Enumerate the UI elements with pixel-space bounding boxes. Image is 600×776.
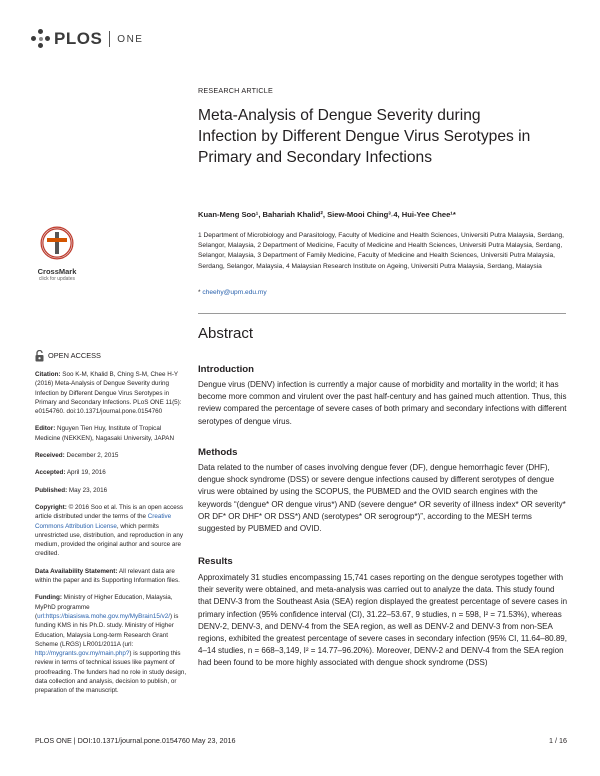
copyright-label: Copyright: <box>35 503 67 511</box>
affiliations: 1 Department of Microbiology and Parasitology, Faculty of Medicine and Health Sciences, Universiti Putra Malaysia, Serdang, Selangor, Malaysia, 2 Department of Medicine, Faculty of Medicine and Health Sciences, Universiti Putra Malaysia, Serdang, Selangor, Malaysia, 3 Department of Family Medicine, Faculty of Medicine and Health Sciences, Universiti Putra Malaysia, Serdang, Selangor, Malaysia, 4 Malaysian Research Institute on Ageing, Universiti Putra Malaysia, Serdang, Malaysia <box>198 232 565 270</box>
published-date: May 23, 2016 <box>67 486 108 494</box>
journal-logo[interactable] <box>31 28 143 50</box>
crossmark-sub: click for updates <box>38 276 76 282</box>
copyright-block <box>35 503 187 559</box>
crossmark-badge[interactable] <box>34 226 80 282</box>
citation-text: Soo K-M, Khalid B, Ching S-M, Chee H-Y (2016) Meta-Analysis of Dengue Severity during Infection by Different Dengue Virus Serotypes in Primary and Secondary Infections. PLoS ONE 11(5): e0154760. doi:10.1371/journal.pone.0154760 <box>35 371 182 416</box>
funding-link-2[interactable]: http://mygrants.gov.my/main.php? <box>35 650 130 658</box>
methods-text <box>198 462 568 535</box>
license-link[interactable]: Creative Commons Attribution License <box>35 513 172 530</box>
editor-label: Editor: <box>35 425 56 433</box>
open-access-label: OPEN ACCESS <box>48 351 101 361</box>
copyright-text-1: © 2016 Soo et al. This is an open access article distributed under the terms of the <box>35 503 184 521</box>
funding-text-1: Ministry of Higher Education, Malaysia, MyPhD programme ( <box>35 594 173 620</box>
published-label: Published: <box>35 486 68 494</box>
footer-citation: PLOS ONE | DOI:10.1371/journal.pone.0154760 May 23, 2016 <box>35 736 236 745</box>
article-title: Meta-Analysis of Dengue Severity during Infection by Different Dengue Virus Serotypes in Primary and Secondary Infections <box>198 107 531 166</box>
received-block <box>35 451 187 460</box>
published-block <box>35 486 187 495</box>
copyright-text-2: , which permits unrestricted use, distribution, and reproduction in any medium, provided the original author and source are credited. <box>35 522 184 558</box>
email-link[interactable]: cheehy@upm.edu.my <box>202 289 267 296</box>
corresponding-email <box>198 289 267 296</box>
journal-brand: PLOS <box>54 29 103 48</box>
funding-block <box>35 593 187 695</box>
open-access-badge <box>35 350 187 362</box>
received-date: December 2, 2015 <box>64 452 119 460</box>
introduction-text <box>198 379 568 428</box>
article-type: RESEARCH ARTICLE <box>198 86 273 95</box>
crossmark-label: CrossMark <box>37 267 77 276</box>
editor-block <box>35 424 187 443</box>
results-paragraph: Approximately 31 studies encompassing 15,741 cases reporting on the dengue serotypes together with their severity were obtained, and meta-analysis was carried out to analyze the data. This study found that DENV-3 from the Southeast Asia (SEA) region displayed the greatest percentage of severe cases in primary infection (95% confidence interval (CI), 31.22–53.67, 9 studies, n = 598, I² = 71.53%), whereas DENV-2, DENV-3, and DENV-4 from the SEA region, as well as DENV-2 and DENV-3 from non-SEA regions, exhibited the greatest percentage of severe cases in secondary infection (95% CI, 11.64–80.89, 4–14 studies, n = 668–3,149, I² = 14.77–96.20%). Moreover, DENV-2 and DENV-4 from the SEA region had been found to be more highly associated with dengue shock syndrome (DSS) <box>198 573 568 668</box>
received-label: Received: <box>35 452 65 460</box>
funding-text-2: ) is funding KMS in his Ph.D. study. Ministry of Higher Education, Malaysia Long-term Research Grant Scheme (LRGS) LR001/2011A (url: <box>35 612 179 648</box>
methods-heading: Methods <box>198 447 238 458</box>
accepted-label: Accepted: <box>35 469 66 477</box>
funding-link-1[interactable]: url:https://biasiswa.mohe.gov.my/MyBrain15/v2/ <box>37 612 170 620</box>
author-list: Kuan-Meng Soo¹, Bahariah Khalid², Siew-Mooi Ching³˒4, Hui-Yee Chee¹* <box>198 210 456 219</box>
journal-name: ONE <box>117 33 144 45</box>
methods-paragraph: Data related to the number of cases involving dengue fever (DF), dengue hemorrhagic fever (DHF), dengue shock syndrome (DSS) or severe dengue infections caused by different serotypes of dengue virus were obtained by using the SCOPUS, the PUBMED and the OVID search engines with the keywords “(dengue* OR dengue virus*) AND (severe dengue* OR severity of illness index* OR severity* OR DF* OR DHF* OR DSS*) AND (serotypes* OR serogroup*)”, according to the MESH terms suggested by PUBMED and OVID. <box>198 463 566 534</box>
page-number: 1 / 16 <box>549 736 567 745</box>
logo-divider <box>109 31 110 47</box>
open-access-lock-icon <box>35 350 44 362</box>
editor-text: Nguyen Tien Huy, Institute of Tropical Medicine (NEKKEN), Nagasaki University, JAPAN <box>35 425 175 442</box>
data-availability-text: All relevant data are within the paper and its Supporting Information files. <box>35 567 180 585</box>
article-sidebar <box>35 350 187 704</box>
data-availability-block <box>35 567 187 586</box>
funding-text-3: ) is supporting this review in terms of technical issues like payment of proofreading. The funders had no role in study design, data collection and analysis, decision to publish, or preparation of the manuscript. <box>35 650 187 695</box>
results-text <box>198 572 568 670</box>
introduction-paragraph: Dengue virus (DENV) infection is currently a major cause of morbidity and mortality in the world; it has become more common and virulent over the past half-century and has gained much attention. Thus, this review compared the percentage of severe cases of both primary and secondary infections with different serotypes of dengue virus. <box>198 380 567 426</box>
plos-dots-icon <box>31 29 51 49</box>
abstract-heading: Abstract <box>198 325 254 342</box>
email-prefix: * <box>198 289 203 296</box>
introduction-heading: Introduction <box>198 364 254 375</box>
data-availability-label: Data Availability Statement: <box>35 567 118 575</box>
page-footer <box>35 736 567 745</box>
accepted-block <box>35 468 187 477</box>
funding-label: Funding: <box>35 594 62 602</box>
divider <box>198 313 566 314</box>
crossmark-icon <box>40 226 74 260</box>
citation-label: Citation: <box>35 371 61 378</box>
citation-block <box>35 370 187 416</box>
results-heading: Results <box>198 556 233 567</box>
accepted-date: April 19, 2016 <box>65 469 106 477</box>
